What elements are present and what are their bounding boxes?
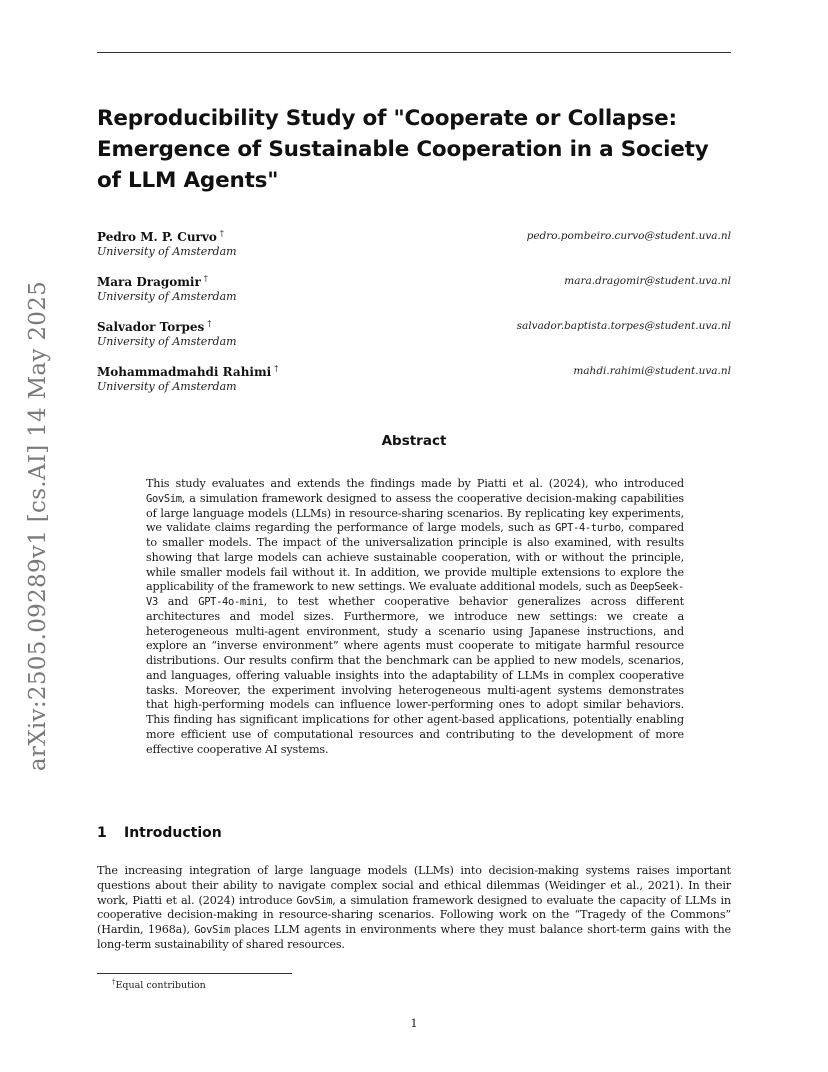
author-block [97,319,731,353]
code-govsim: GovSim [146,492,182,505]
section-title: Introduction [124,825,222,841]
equal-contribution-mark[interactable]: † [219,229,224,238]
code-govsim: GovSim [296,894,333,907]
section-number: 1 [97,825,107,841]
author-affiliation: University of Amsterdam [97,290,237,303]
footnote-text: Equal contribution [115,980,206,992]
author-name: Pedro M. P. Curvo † [97,229,224,244]
author-email[interactable]: mahdi.rahimi@student.uva.nl [573,365,731,377]
code-gpt4o-mini: GPT-4o-mini [198,596,264,608]
author-name: Salvador Torpes † [97,319,212,334]
author-name: Mara Dragomir † [97,274,208,289]
author-block [97,274,731,308]
footnote-mark: † [112,978,116,986]
author-block [97,364,731,398]
footnote [112,978,206,991]
abstract-text: This study evaluates and extends the findings made by Piatti et al. (2024), who introduced GovSim, a simulation framework designed to assess the cooperative decision-making capabilities of large language models (LLMs) in resource-sharing scenarios. By replicating key experiments, we validate claims regarding the performance of large models, such as GPT-4-turbo, compared to smaller models. The impact of the universalization principle is also examined, with results showing that large models can achieve sustainable cooperation, with or without the principle, while smaller models fail without it. In addition, we provide multiple extensions to explore the applicability of the framework to new settings. We evaluate additional models, such as DeepSeek-V3 and GPT-4o-mini, to test whether cooperative behavior generalizes across different architectures and model sizes. Furthermore, we introduce new settings: we create a heterogeneous multi-agent environment, study a scenario using Japanese instructions, and explore an “inverse environment” where agents must cooperate to mitigate harmful resource distributions. Our results confirm that the benchmark can be applied to new models, scenarios, and languages, offering valuable insights into the adaptability of LLMs in complex cooperative tasks. Moreover, the experiment involving heterogeneous multi-agent systems demonstrates that high-performing models can influence lower-performing ones to adopt similar behaviors. This finding has significant implications for other agent-based applications, potentially enabling more efficient use of computational resources and contributing to the development of more effective cooperative AI systems. [146,477,685,756]
author-email[interactable]: salvador.baptista.torpes@student.uva.nl [516,320,731,332]
header-rule [97,52,731,53]
code-deepseek-v3: DeepSeek-V3 [146,581,684,608]
page-number: 1 [410,1016,418,1030]
equal-contribution-mark[interactable]: † [207,319,212,328]
code-gpt4-turbo: GPT-4-turbo [555,522,621,535]
author-email[interactable]: mara.dragomir@student.uva.nl [564,275,731,287]
section-heading [97,825,222,841]
author-affiliation: University of Amsterdam [97,335,237,348]
arxiv-identifier[interactable]: arXiv:2505.09289v1 [cs.AI] 14 May 2025 [25,280,51,772]
author-email[interactable]: pedro.pombeiro.curvo@student.uva.nl [526,230,731,242]
author-name: Mohammadmahdi Rahimi † [97,364,279,379]
introduction-text: The increasing integration of large language models (LLMs) into decision-making systems raises important questions about their ability to navigate complex social and ethical dilemmas (Weidinger et al., 2021). In their work, Piatti et al. (2024) introduce GovSim, a simulation framework designed to evaluate the capacity of LLMs in cooperative decision-making in resource-sharing scenarios. Following work on the “Tragedy of the Commons” (Hardin, 1968a), GovSim places LLM agents in environments where they must balance short-term gains with the long-term sustainability of shared resources. [97,864,731,951]
equal-contribution-mark[interactable]: † [203,274,208,283]
author-affiliation: University of Amsterdam [97,245,237,258]
author-block [97,229,731,263]
code-govsim: GovSim [194,924,230,936]
footnote-rule [97,973,292,974]
author-affiliation: University of Amsterdam [97,380,237,393]
equal-contribution-mark[interactable]: † [274,364,279,373]
paper-title: Reproducibility Study of "Cooperate or Collapse: Emergence of Sustainable Cooperation in a Society of LLM Agents" [97,106,709,193]
abstract-heading: Abstract [381,433,447,449]
